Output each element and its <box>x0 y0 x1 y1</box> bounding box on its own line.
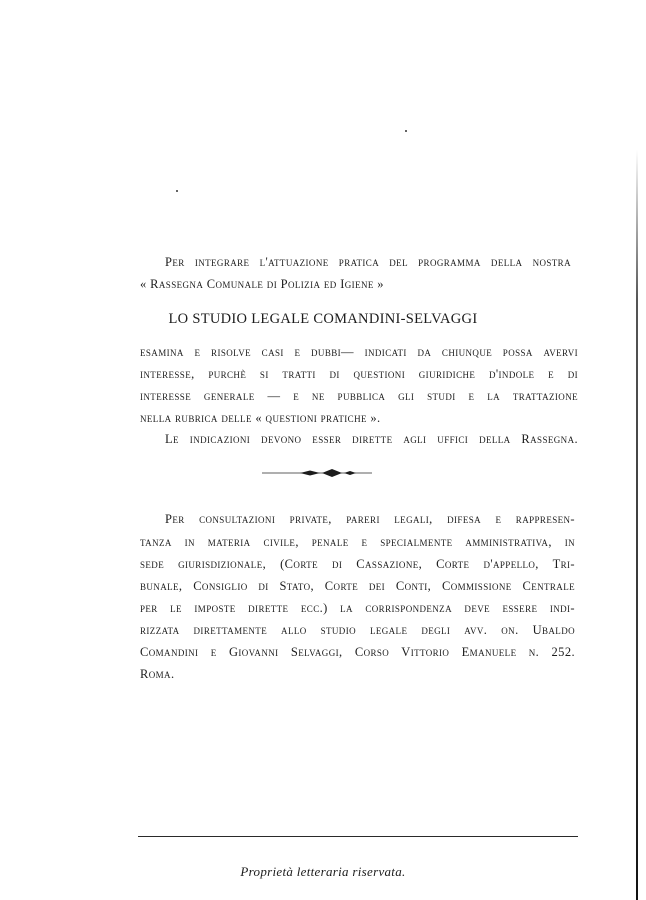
consultations-line-5: per le imposte dirette ecc.) la corrispondenza deve essere indi- <box>140 601 575 615</box>
ink-speck <box>405 130 407 132</box>
consultations-line-1: Per consultazioni private, pareri legali, difesa e rappresen- <box>165 512 575 526</box>
consultations-line-7: Comandini e Giovanni Selvaggi, Corso Vittorio Emanuele n. 252. <box>140 645 575 659</box>
notice-line-1: Per integrare l'attuazione pratica del programma della nostra <box>165 255 571 269</box>
description-line-1: esamina e risolve casi e dubbi— indicati da chiunque possa avervi <box>140 345 578 359</box>
notice-line-2: « Rassegna Comunale di Polizia ed Igiene » <box>140 277 384 291</box>
ink-speck <box>176 190 178 192</box>
footer-rule <box>138 836 578 837</box>
ornament-divider <box>262 466 372 480</box>
description-line-5: Le indicazioni devono esser dirette agli uffici della Rassegna. <box>165 432 578 446</box>
description-line-4: nella rubrica delle « questioni pratiche ». <box>140 411 381 425</box>
consultations-line-8: Roma. <box>140 667 175 681</box>
consultations-line-3: sede giurisdizionale, (Corte di Cassazione, Corte d'appello, Tri- <box>140 557 575 571</box>
description-line-2: interesse, purchè si tratti di questioni giuridiche d'indole e di <box>140 367 578 381</box>
consultations-line-4: bunale, Consiglio di Stato, Corte dei Conti, Commissione Centrale <box>140 579 575 593</box>
studio-title: LO STUDIO LEGALE COMANDINI-SELVAGGI <box>168 311 478 327</box>
page-edge-shadow <box>636 150 638 900</box>
consultations-line-2: tanza in materia civile, penale e specialmente amministrativa, in <box>140 535 575 549</box>
copyright-notice: Proprietà letteraria riservata. <box>240 864 406 879</box>
description-line-3: interesse generale — e ne pubblica gli studi e la trattazione <box>140 389 578 403</box>
consultations-line-6: rizzata direttamente allo studio legale degli avv. on. Ubaldo <box>140 623 575 637</box>
